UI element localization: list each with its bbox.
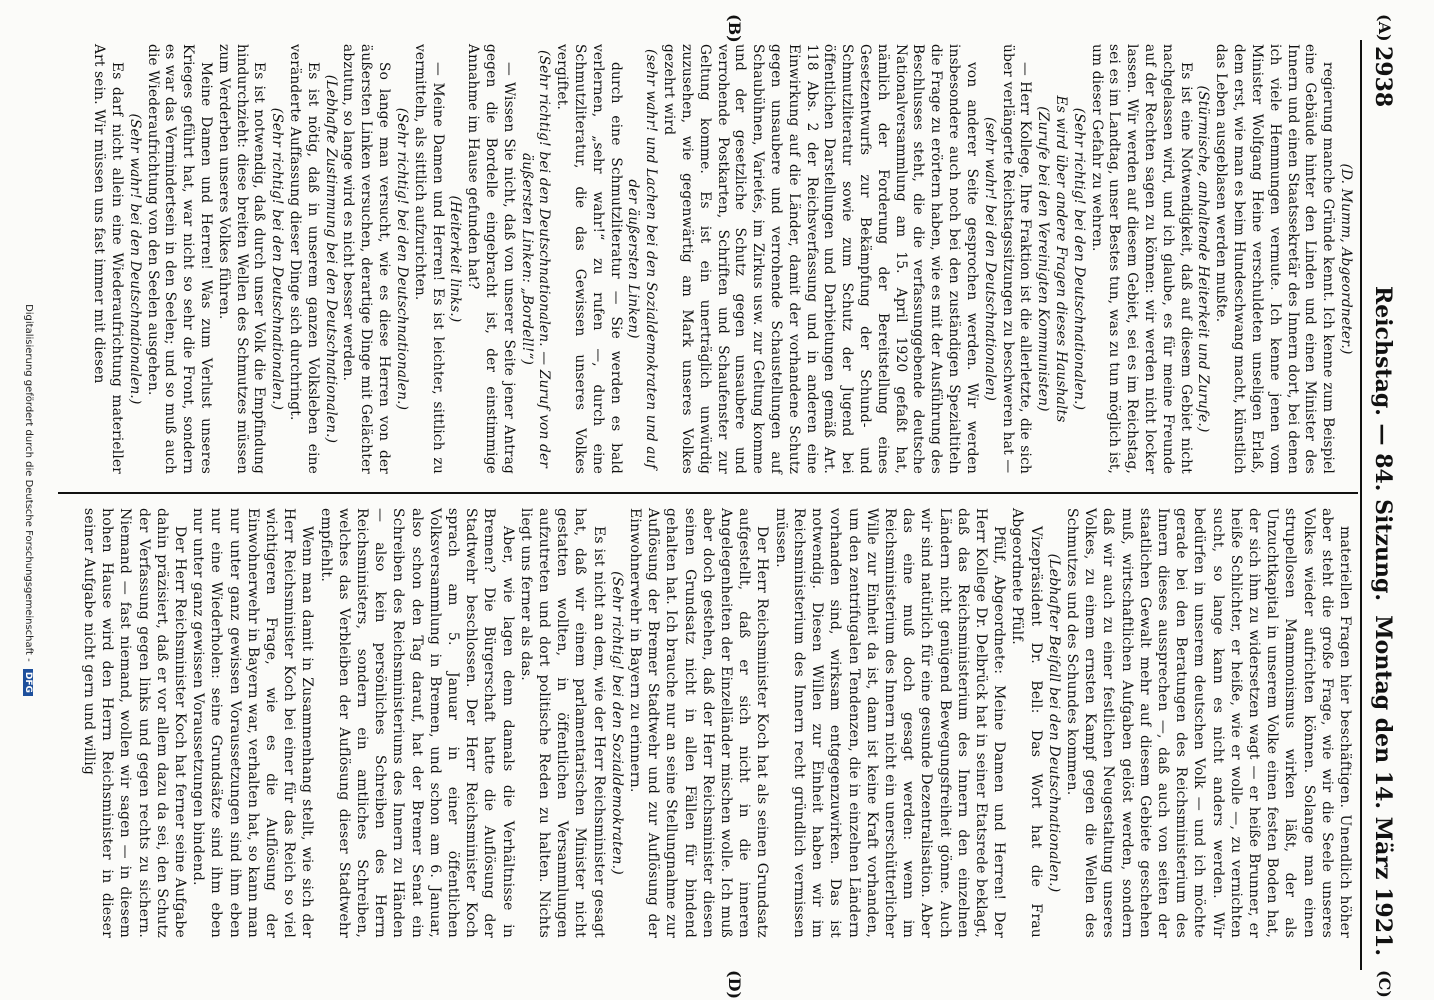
paragraph: Pfülf, Abgeordnete: Meine Damen und Herren! Der Herr Kollege Dr. Delbrück hat in seiner Etatsrede beklagt, daß das Reichsministerium des Innern den einzelnen Ländern nicht genügend Bewegungsfreiheit gönne. Auch wir sind natürlich für eine gesunde Dezentralisation. Aber das eine muß doch gesagt werden: wenn im Reichsministerium des Innern nicht ein unerschütterlicher Wille zur Einheit da ist, dann ist keine Kraft vorhanden, um den zentrifugalen Tendenzen, die in einzelnen Ländern vorhanden sind, wirksam entgegenzuwirken. Das ist notwendig. Diesen Willen zur Einheit haben wir im Reichsministerium des Innern recht gründlich vermissen müssen. (772, 508, 1008, 938)
paragraph: Der Herr Reichsminister Koch hat ferner seine Aufgabe dahin präzisiert, daß er vor allem dazu da sei, den Schutz der Verfassung gegen links und gegen rechts zu sichern. Niemand — fast niemand, wollen wir sagen — in diesem hohen Hause wird den Herrn Reichsminister in dieser seiner Aufgabe nicht gern und willig (80, 508, 188, 938)
marker-d: (D) (725, 970, 744, 1000)
column-divider (58, 492, 1358, 494)
paragraph: Wenn man damit in Zusammenhang stellt, wie sich der Herr Reichsminister Koch bei einer für das Reich so viel wichtigeren Frage, wie es die Auflösung der Einwohnerwehr in Bayern war, verhalten hat, so kann man nur unter ganz gewissen Voraussetzungen sind ihm eben nur eine Wiederholen: seine Grundsätze sind ihm eben nur unter ganz gewissen Voraussetzungen bindend. (190, 508, 316, 938)
interjection: (Sehr wahr! bei den Deutschnationalen.) (126, 113, 143, 405)
page-number: 2938 (1370, 46, 1396, 108)
paragraph: Meine Damen und Herren! Was zum Verlust unseres Krieges geführt hat, war nicht so sehr die Front, sondern es war das Vermindertsein in den Seelen; und so muß auch die Wiederaufrichtung von den Seelen ausgehen. (144, 44, 214, 474)
paragraph: von anderer Seite gesprochen werden. Wir werden insbesondere auch noch bei den zuständigen Spezialtiteln die Frage zu erörtern haben, wie es mit der Ausführung des Beschlusses steht, die die verfassunggebende deutsche Nationalversammlung am 15. April 1920 gefaßt hat, nämlich der Forderung der Bereitstellung eines Gesetzentwurfs zur Bekämpfung der Schund- und Schmutzliteratur sowie zum Schutz der Jugend bei öffentlichen Darstellungen und Darbietungen gemäß Art. 118 Abs. 2 der Reichsverfassung und in anderen eine Einwirkung auf die Länder, damit der vorhandene Schutz gegen unsaubere und verrohende Schaustellungen auf Schaubühnen, Varietés, im Zirkus usw. zur Geltung komme und der gesetzliche Schutz gegen unsaubere und verrohende Postkarten, Schriften und Schaufenster zur Geltung komme. Es ist ein unerträglich unwürdig zuzusehen, wie gegenwärtig am Mark unseres Volkes gezehrt wird (661, 44, 980, 474)
interjection: (Sehr richtig! bei den Deutschnationalen.) (393, 107, 410, 411)
interjection: (Sehr richtig! bei den Deutschnationalen.) (269, 107, 286, 411)
paragraph: Es ist notwendig, daß durch unser Volk die Empfindung hindurchzieht: diese breiten Wellen des Schmutzes müssen zum Verderben unseres Volkes führen. (215, 44, 268, 474)
interjection: (Lebhafter Beifall bei den Deutschnationalen.) (1045, 553, 1062, 893)
interjection: (sehr wahr! und Lachen bei den Sozialdemokraten und auf der äußersten Linken) (625, 49, 660, 469)
paragraph: — Herr Kollege, Ihre Fraktion ist die allerletzte, die sich über verlängerte Reichstagssitzungen zu beschweren hat — (999, 44, 1034, 474)
marker-c: (C) (1375, 970, 1394, 998)
interjection: (Sehr richtig! bei den Sozialdemokraten.) (608, 571, 625, 875)
page-header (1360, 46, 1396, 966)
paragraph: durch eine Schmutzliteratur — Sie werden es bald verlernen, „sehr wahr!“ zu rufen —, durch eine Schmutzliteratur, die das Gewissen unseres Volkes vergiftet. (554, 44, 624, 474)
interjection: (sehr wahr! bei den Deutschnationalen) (981, 116, 998, 402)
marker-a: (A) (1375, 14, 1394, 42)
interjection: (Stürmische, anhaltende Heiterkeit und Zurufe.) (1195, 85, 1212, 433)
marker-b: (B) (725, 14, 744, 43)
interjection: (Sehr richtig! bei den Deutschnationalen. — Zuruf von der äußersten Linken: „Bordell!“) (518, 49, 553, 469)
header-rule (1360, 40, 1362, 970)
footer-text: Digitalisierung gefördert durch die Deutsche Forschungsgemeinschaft - (23, 304, 34, 662)
paragraph: Es ist nötig, daß in unserem ganzen Volksleben eine veränderte Auffassung dieser Dinge sich durchringt. (287, 44, 321, 474)
session-title: Reichstag. — 84. Sitzung. (1370, 286, 1396, 602)
right-text-column (80, 508, 1354, 938)
paragraph: Aber, wie lagen denn damals die Verhältnisse in Bremen? Die Bürgerschaft hatte die Auflösung der Stadtwehr beschlossen. Der Herr Reichsminister Koch sprach am 5. Januar in einer öffentlichen Volksversammlung in Bremen, und schon am 6. Januar, also schon den Tag darauf, hat der Bremer Senat ein Schreiben des Reichsministeriums des Innern zu Händen — also kein persönliches Schreiben des Herrn Reichsministers, sondern ein amtliches Schreiben, welches das Verbleiben der Auflösung dieser Stadtwehr empfiehlt. (317, 508, 516, 938)
interjection: (Sehr richtig! bei den Deutschnationalen.) (1070, 107, 1087, 411)
paragraph: Es ist nicht an dem, wie der Herr Reichsminister gesagt hat, daß wir einem parlamentarischen Minister nicht gestatten wollten, in öffentlichen Versammlungen aufzutreten und dort politische Reden zu halten. Nichts liegt uns ferner als das. (517, 508, 607, 938)
paragraph: Der Herr Reichsminister Koch hat als seinen Grundsatz aufgestellt, daß er sich nicht in die inneren Angelegenheiten der Einzelländer mischen wolle. Ich muß aber doch gestehen, daß der Herr Reichsminister diesen seinen Grundsatz nicht in allen Fällen für bindend gehalten hat. Ich brauche nur an seine Stellungnahme zur Auflösung der Bremer Stadtwehr und zur Auflösung der Einwohnerwehr in Bayern zu erinnern. (627, 508, 771, 938)
paragraph: regierung manche Gründe kennt. Ich kenne zum Beispiel eine Gebäude hinter den Linden und einen Minister des Innern und einen Staatssekretär des Innern dort, bei denen ich viele Hemmungen vermute. Ich kenne jenen vom Minister Wolfgang Heine verschuldeten unseligen Erlaß, dem erst, wie man es beim Hundeschwang macht, künstlich das Leben ausgeblasen werden mußte. (1213, 44, 1337, 474)
session-date: Montag den 14. März 1921. (1370, 615, 1396, 956)
interjection: (D. Mumm, Abgeordneter.) (1338, 163, 1354, 355)
interjection: (Heiterkeit links.) (447, 195, 464, 323)
paragraph: Vizepräsident Dr. Bell: Das Wort hat die Frau Abgeordnete Pfülf. (1009, 508, 1044, 938)
interjection: (Zurufe bei den Vereinigten Kommunisten) (1035, 106, 1052, 412)
interjection: Es wird über andere Fragen dieses Haushalts (1053, 95, 1069, 423)
dfg-logo: DFG (23, 669, 33, 696)
left-text-column (89, 44, 1354, 474)
paragraph: — Meine Damen und Herren! Es ist leichter, sittlich zu vermitteln, als sittlich aufzurichten. (411, 44, 446, 474)
interjection: (Lebhafte Zustimmung bei den Deutschnationalen.) (322, 74, 339, 444)
footer-credit (23, 0, 34, 1000)
paragraph: So lange man versucht, wie es diese Herren von der äußersten Linken versuchen, derartige Dinge mit Gelächter abzutun, so lange wird es nicht besser werden. (340, 44, 393, 474)
paragraph: — Wissen Sie nicht, daß von unserer Seite jener Antrag gegen die Bordelle eingebracht ist, der einstimmige Annahme im Hause gefunden hat? (465, 44, 517, 474)
paragraph: materiellen Fragen hier beschäftigen. Unendlich höher aber steht die große Frage, wie wir die Seele unseres Volkes wieder aufrichten können. Solange man einen strupellosen Mammonismus wirken läßt, der als Unzuchtkapital in unserem Volke einen festen Boden hat, der sich ihm zu widersetzen wagt — er heiße Brunner, er heiße Schlichter, er heiße, wie er wolle —, zu vernichten sucht, so lange kann es nicht anders werden. Wir bedürfen in unserem deutschen Volk — und ich möchte gerade bei den Beratungen des Reichsministerium des Innern dieses aussprechen —, daß auch von seiten der staatlichen Gewalt mehr auf diesem Gebiete geschehen muß, wirtschaftlichen Aufgaben gelöst werden, sondern daß wir auch zu einer festlichen Neugestaltung unseres Volkes, zu einem ernsten Kampf gegen die Wellen des Schmutzes und des Schundes kommen. (1063, 508, 1353, 938)
paragraph: Es ist eine Notwendigkeit, daß auf diesem Gebiet nicht nachgelassen wird, und ich glaube, es für meine Freunde auf der Rechten sagen zu können: wir werden nicht locker lassen. Wir werden auf diesem Gebiet, sei es im Reichstag, sei es im Landtag, unser Bestes tun, was zu tun möglich ist, um dieser Gefahr zu wehren. (1088, 44, 1194, 474)
paragraph: Es darf nicht allein eine Wiederaufrichtung materieller Art sein. Wir müssen uns fast immer mit diesen (91, 44, 125, 474)
